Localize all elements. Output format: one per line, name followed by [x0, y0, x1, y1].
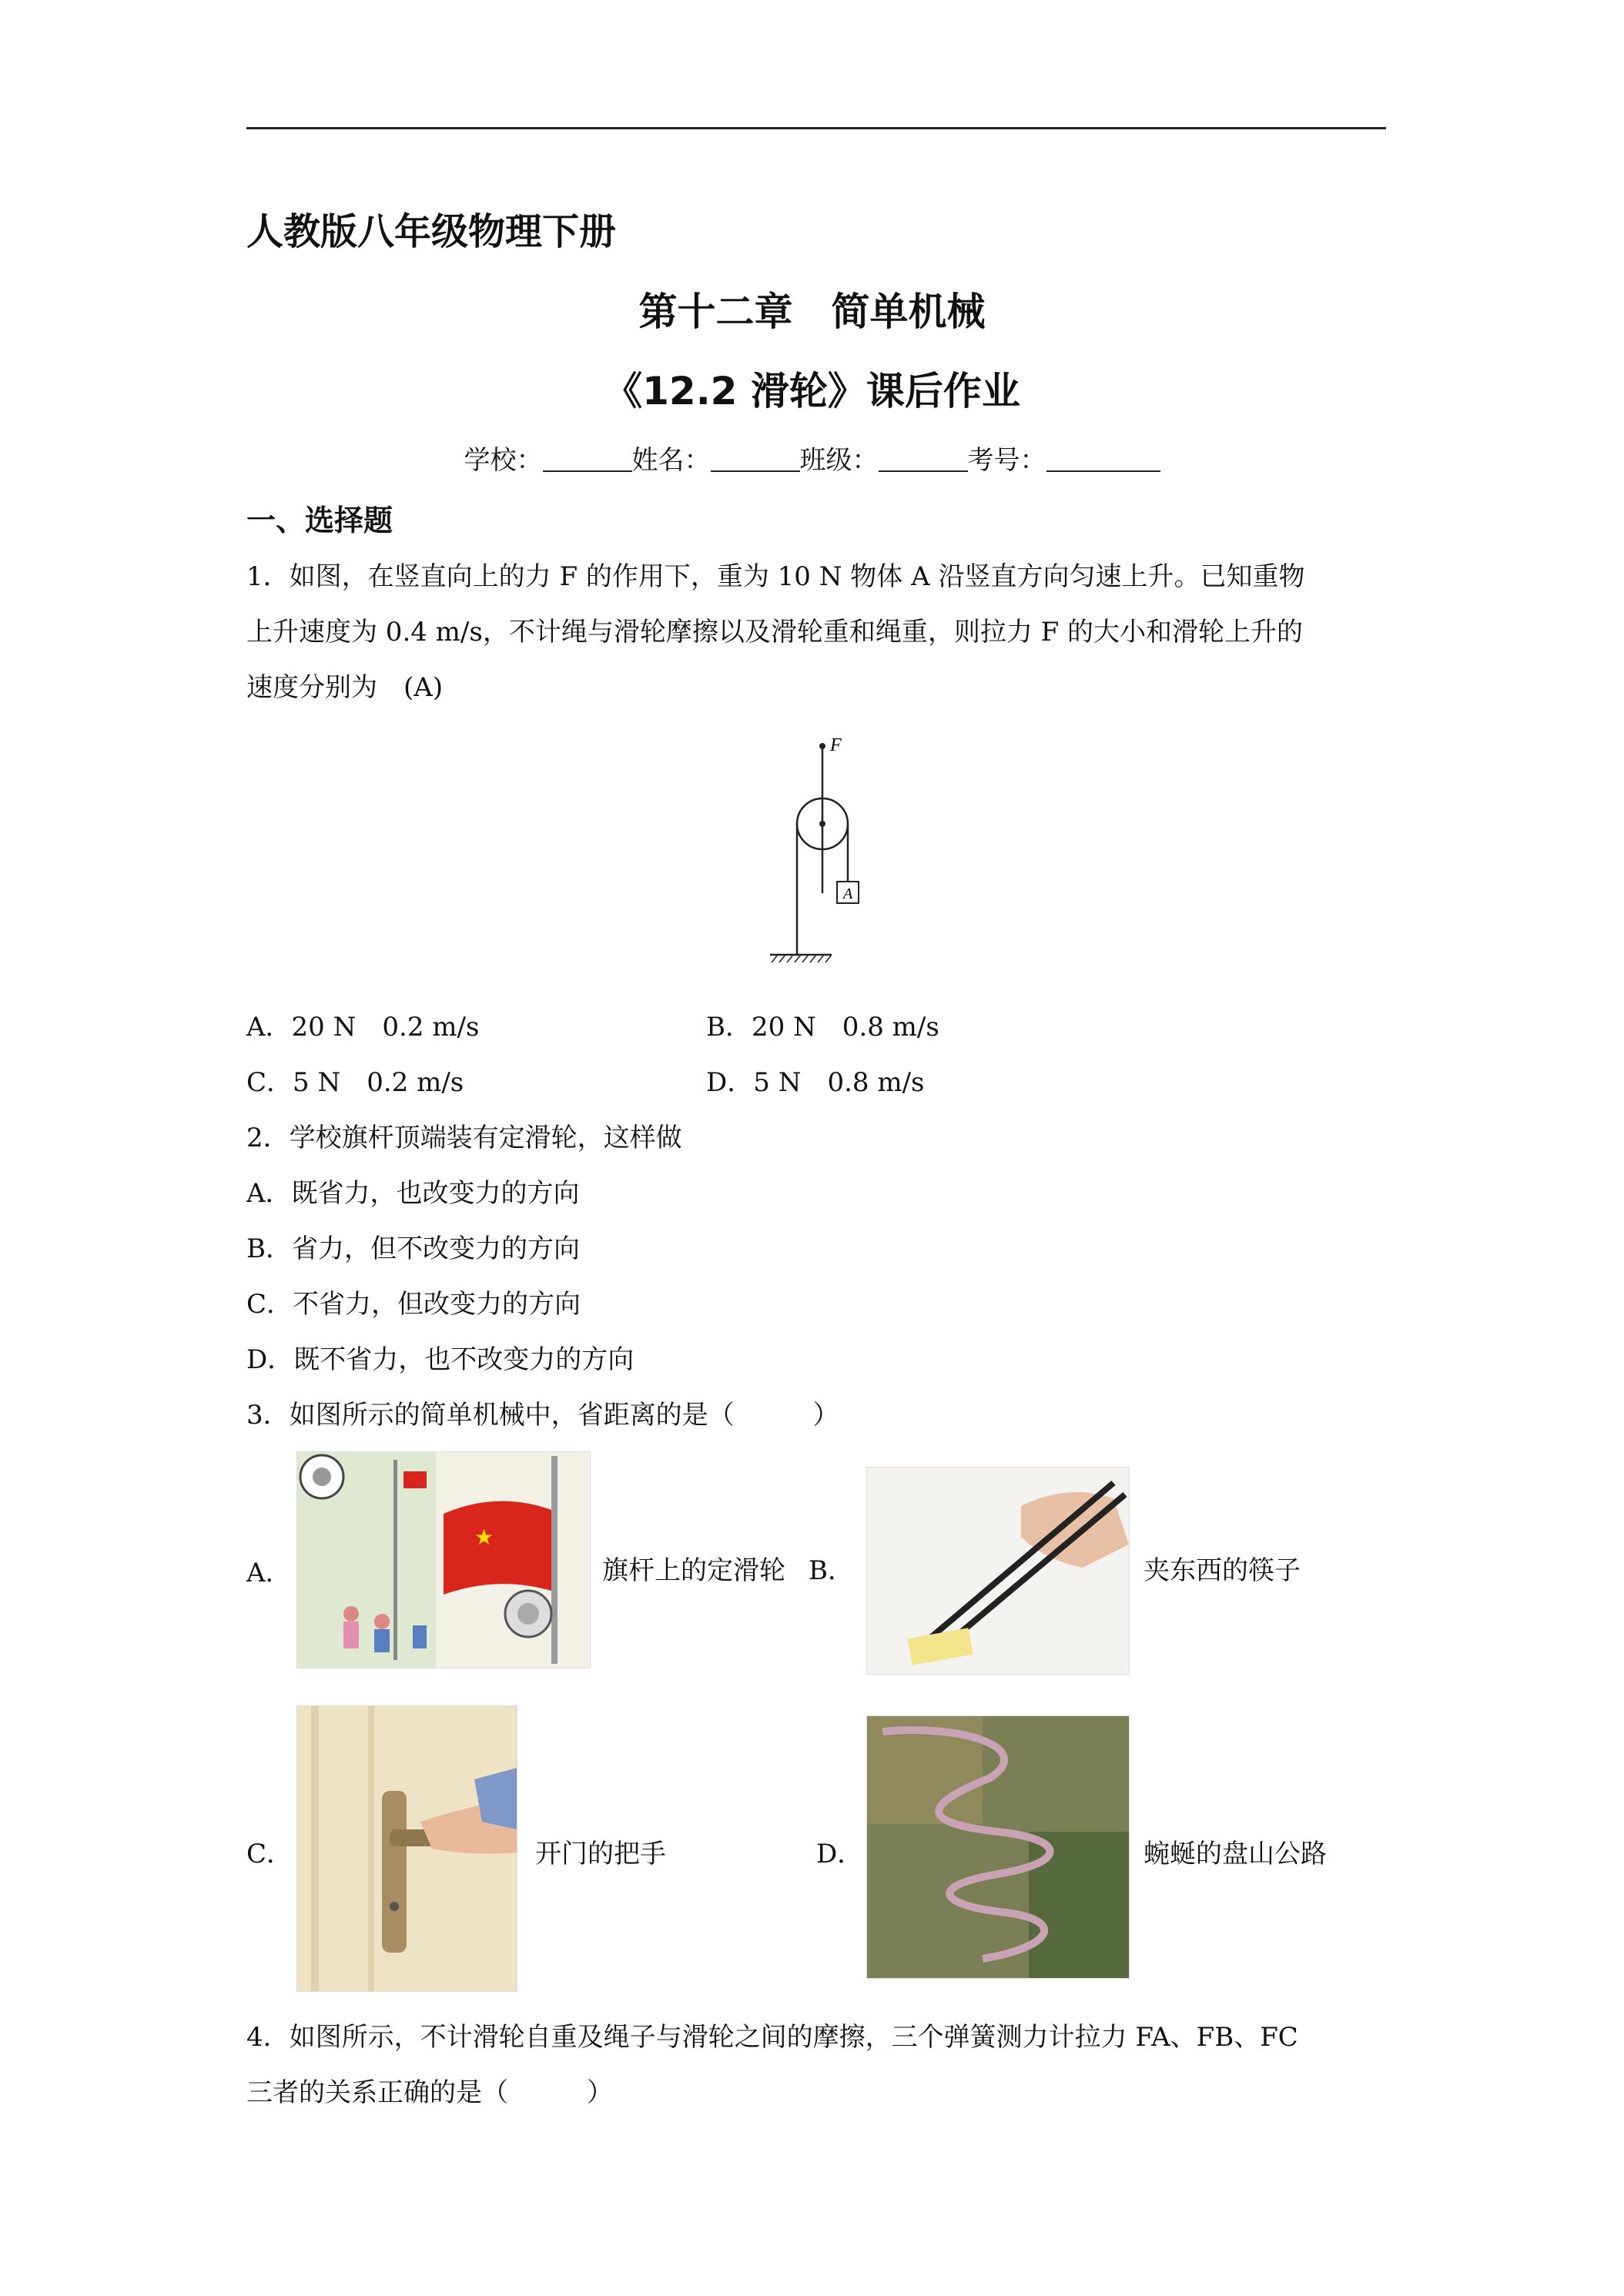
svg-text:★: ★: [474, 1525, 494, 1550]
q3-stem: 3．如图所示的简单机械中，省距离的是（ ）: [246, 1400, 839, 1431]
flagpole-pulley-image: [296, 1451, 591, 1668]
q2-stem: 2．学校旗杆顶端装有定滑轮，这样做: [246, 1123, 682, 1153]
q3-option-a-letter[interactable]: A．: [246, 1558, 292, 1588]
q1-line3: 速度分别为 (A): [246, 672, 444, 703]
q3-option-c-caption: 开门的把手: [535, 1839, 666, 1869]
number-label: 考号：: [967, 445, 1046, 476]
section-heading: 一、选择题: [246, 504, 393, 537]
q1-option-a[interactable]: A．20 N 0.2 m/s: [246, 1012, 480, 1043]
q3-option-d-letter[interactable]: D．: [816, 1839, 864, 1869]
pull-point: [819, 743, 825, 749]
lesson-title: 《12.2 滑轮》课后作业: [604, 369, 1020, 413]
book-title: 人教版八年级物理下册: [246, 210, 617, 253]
class-label: 班级：: [799, 445, 879, 476]
name-blank[interactable]: [711, 447, 800, 472]
student-info-line: [0, 439, 1624, 477]
door-handle-image: [296, 1705, 517, 1992]
q3-option-b-letter[interactable]: B．: [809, 1555, 854, 1586]
school-label: 学校：: [464, 445, 543, 476]
chopsticks-image: [866, 1467, 1130, 1675]
chapter-title: 第十二章 简单机械: [638, 290, 986, 334]
force-label-f: F: [830, 735, 842, 755]
q1-option-b[interactable]: B．20 N 0.8 m/s: [706, 1012, 939, 1043]
q4-line2: 三者的关系正确的是（ ）: [246, 2077, 613, 2108]
q3-option-c-letter[interactable]: C．: [246, 1839, 293, 1869]
q1-option-c[interactable]: C．5 N 0.2 m/s: [246, 1067, 464, 1098]
q1-option-d[interactable]: D．5 N 0.8 m/s: [706, 1067, 925, 1098]
header-rule: [246, 127, 1386, 129]
q3-option-a-caption: 旗杆上的定滑轮: [602, 1555, 785, 1586]
q3-option-d-caption: 蜿蜒的盘山公路: [1143, 1839, 1327, 1869]
q2-option-a[interactable]: A．既省力，也改变力的方向: [246, 1178, 580, 1209]
name-label: 姓名：: [631, 445, 711, 476]
number-blank[interactable]: [1046, 447, 1160, 472]
q2-option-d[interactable]: D．既不省力，也不改变力的方向: [246, 1344, 635, 1375]
q1-pulley-figure: [762, 735, 886, 974]
block-label-a: A: [843, 885, 853, 902]
q2-option-c[interactable]: C．不省力，但改变力的方向: [246, 1289, 581, 1320]
mountain-road-image: [866, 1715, 1130, 1979]
q1-line2: 上升速度为 0.4 m/s，不计绳与滑轮摩擦以及滑轮重和绳重，则拉力 F 的大小和滑轮上升的: [246, 617, 1304, 648]
pulley-axle: [819, 821, 825, 827]
q1-line1: 1．如图，在竖直向上的力 F 的作用下，重为 10 N 物体 A 沿竖直方向匀速上升。已知重物: [246, 561, 1305, 592]
class-blank[interactable]: [879, 447, 968, 472]
q3-option-b-caption: 夹东西的筷子: [1143, 1555, 1301, 1586]
ground-hatch: [772, 955, 832, 962]
q2-option-b[interactable]: B．省力，但不改变力的方向: [246, 1233, 580, 1264]
q4-line1: 4．如图所示，不计滑轮自重及绳子与滑轮之间的摩擦，三个弹簧测力计拉力 FA、FB、FC: [246, 2022, 1298, 2053]
school-blank[interactable]: [543, 447, 632, 472]
q1-stem: [246, 549, 1386, 715]
